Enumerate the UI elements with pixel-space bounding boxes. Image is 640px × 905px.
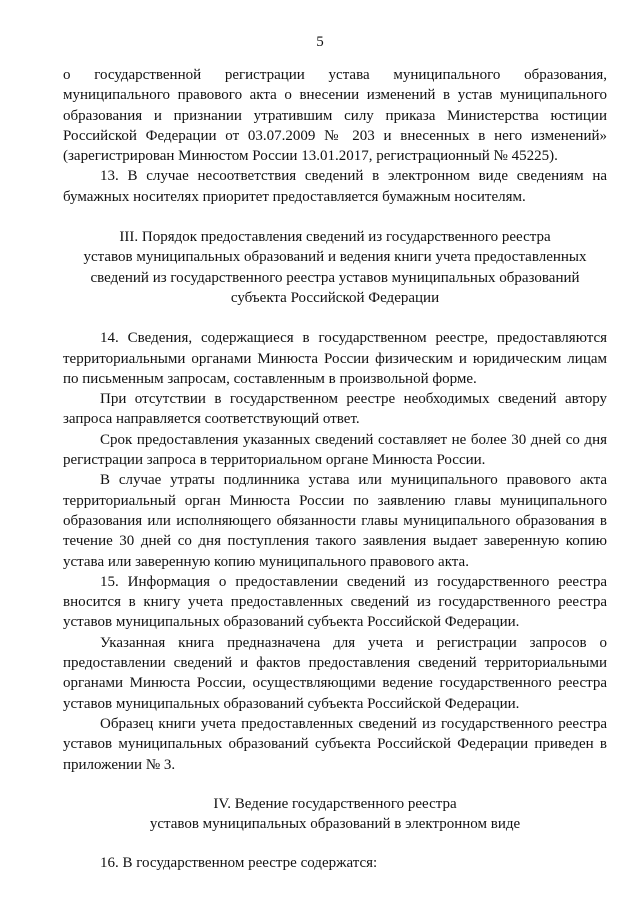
paragraph-lost-original: В случае утраты подлинника устава или муниципального правового акта территориальный орган Минюста России по заявлению главы муниципального образования или исполняющего обязанности главы муниципального образования в течение 30 дней со дня поступления такого заявления выдает заверенную копию устава или заверенную копию муниципального правового акта. — [63, 472, 607, 570]
paragraph-term: Срок предоставления указанных сведений составляет не более 30 дней со дня регистрации запроса в территориальном органе Минюста России. — [63, 431, 607, 469]
document-body — [63, 65, 607, 874]
heading-line: уставов муниципальных образований в электронном виде — [149, 816, 521, 833]
heading-line: IV. Ведение государственного реестра — [213, 795, 457, 812]
paragraph-registration-order: о государственной регистрации устава муниципального образования, муниципального правового акта о внесении изменений в устав муниципального образования и признании утратившим силу приказа Министерства юстиции Российской Федерации от 03.07.2009 № 203 и внесенных в него изменений» (зарегистрирован Минюстом России 13.01.2017, регистрационный № 45225). — [63, 67, 607, 165]
paragraph-16: 16. В государственном реестре содержатся: — [100, 855, 378, 872]
heading-line: субъекта Российской Федерации — [230, 289, 440, 306]
paragraph-no-data-response: При отсутствии в государственном реестре необходимых сведений автору запроса направляется соответствующий ответ. — [63, 391, 607, 428]
page-number: 5 — [316, 34, 324, 50]
heading-line: III. Порядок предоставления сведений из государственного реестра — [119, 229, 551, 246]
heading-line: уставов муниципальных образований и ведения книги учета предоставленных — [83, 249, 587, 266]
paragraph-13: 13. В случае несоответствия сведений в электронном виде сведениям на бумажных носителях приоритет предоставляется бумажным носителям. — [63, 168, 607, 205]
paragraph-book-purpose: Указанная книга предназначена для учета и регистрации запросов о предоставлении сведений и фактов предоставления сведений территориальными органами Минюста России, осуществляющими ведение государственного реестра уставов муниципальных образований субъекта Российской Федерации. — [63, 634, 607, 712]
paragraph-14: 14. Сведения, содержащиеся в государственном реестре, предоставляются территориальными органами Минюста России физическим и юридическим лицам по письменным запросам, составленным в произвольной форме. — [63, 330, 607, 387]
paragraph-book-sample: Образец книги учета предоставленных сведений из государственного реестра уставов муниципальных образований субъекта Российской Федерации приведен в приложении № 3. — [63, 715, 607, 773]
section-heading-iii — [63, 227, 607, 308]
paragraph-15: 15. Информация о предоставлении сведений из государственного реестра вносится в книгу учета предоставленных сведений из государственного реестра уставов муниципальных образований субъекта Российской Федерации. — [63, 573, 607, 631]
heading-line: сведений из государственного реестра уставов муниципальных образований — [90, 269, 580, 286]
section-heading-iv — [63, 794, 607, 835]
